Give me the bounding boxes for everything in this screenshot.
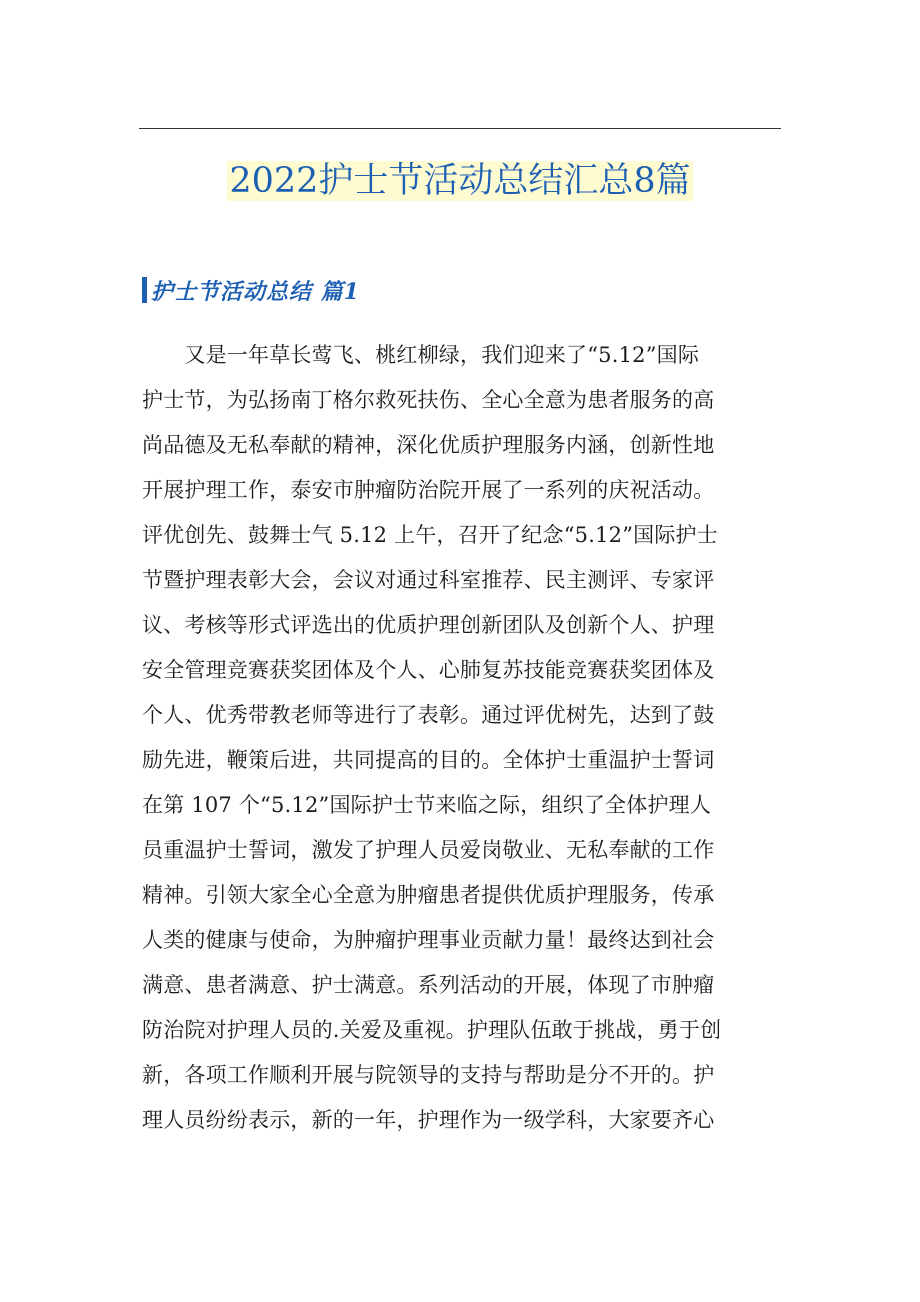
document-title-text: 2022护士节活动总结汇总8篇 [229,161,691,201]
header-rule [139,128,781,129]
section-heading [142,272,360,308]
body-line: 安全管理竞赛获奖团体及个人、心肺复苏技能竞赛获奖团体及 [142,658,715,682]
body-paragraph [142,333,784,1143]
section-heading-text: 护士节活动总结 篇1 [151,278,360,305]
body-line: 励先进，鞭策后进，共同提高的目的。全体护士重温护士誓词 [142,748,715,772]
body-line: 防治院对护理人员的.关爱及重视。护理队伍敢于挑战，勇于创 [142,1018,722,1042]
body-line: 理人员纷纷表示，新的一年，护理作为一级学科，大家要齐心 [142,1108,715,1132]
document-title [0,150,920,212]
body-line: 在第 107 个“5.12”国际护士节来临之际，组织了全体护理人 [142,793,712,817]
body-line: 新，各项工作顺利开展与院领导的支持与帮助是分不开的。护 [142,1063,715,1087]
body-line: 满意、患者满意、护士满意。系列活动的开展，体现了市肿瘤 [142,973,715,997]
body-line: 个人、优秀带教老师等进行了表彰。通过评优树先，达到了鼓 [142,703,715,727]
body-line: 开展护理工作，泰安市肿瘤防治院开展了一系列的庆祝活动。 [142,478,715,502]
heading-accent-bar [142,277,147,303]
body-line: 护士节，为弘扬南丁格尔救死扶伤、全心全意为患者服务的高 [142,388,715,412]
body-line: 议、考核等形式评选出的优质护理创新团队及创新个人、护理 [142,613,715,637]
body-line: 尚品德及无私奉献的精神，深化优质护理服务内涵，创新性地 [142,433,715,457]
body-line: 员重温护士誓词，激发了护理人员爱岗敬业、无私奉献的工作 [142,838,715,862]
body-line: 精神。引领大家全心全意为肿瘤患者提供优质护理服务，传承 [142,883,715,907]
body-line: 评优创先、鼓舞士气 5.12 上午，召开了纪念“5.12”国际护士 [142,523,718,547]
body-line: 节暨护理表彰大会，会议对通过科室推荐、民主测评、专家评 [142,568,715,592]
body-line: 人类的健康与使命，为肿瘤护理事业贡献力量！最终达到社会 [142,928,715,952]
body-line: 又是一年草长莺飞、桃红柳绿，我们迎来了“5.12”国际 [142,343,700,367]
